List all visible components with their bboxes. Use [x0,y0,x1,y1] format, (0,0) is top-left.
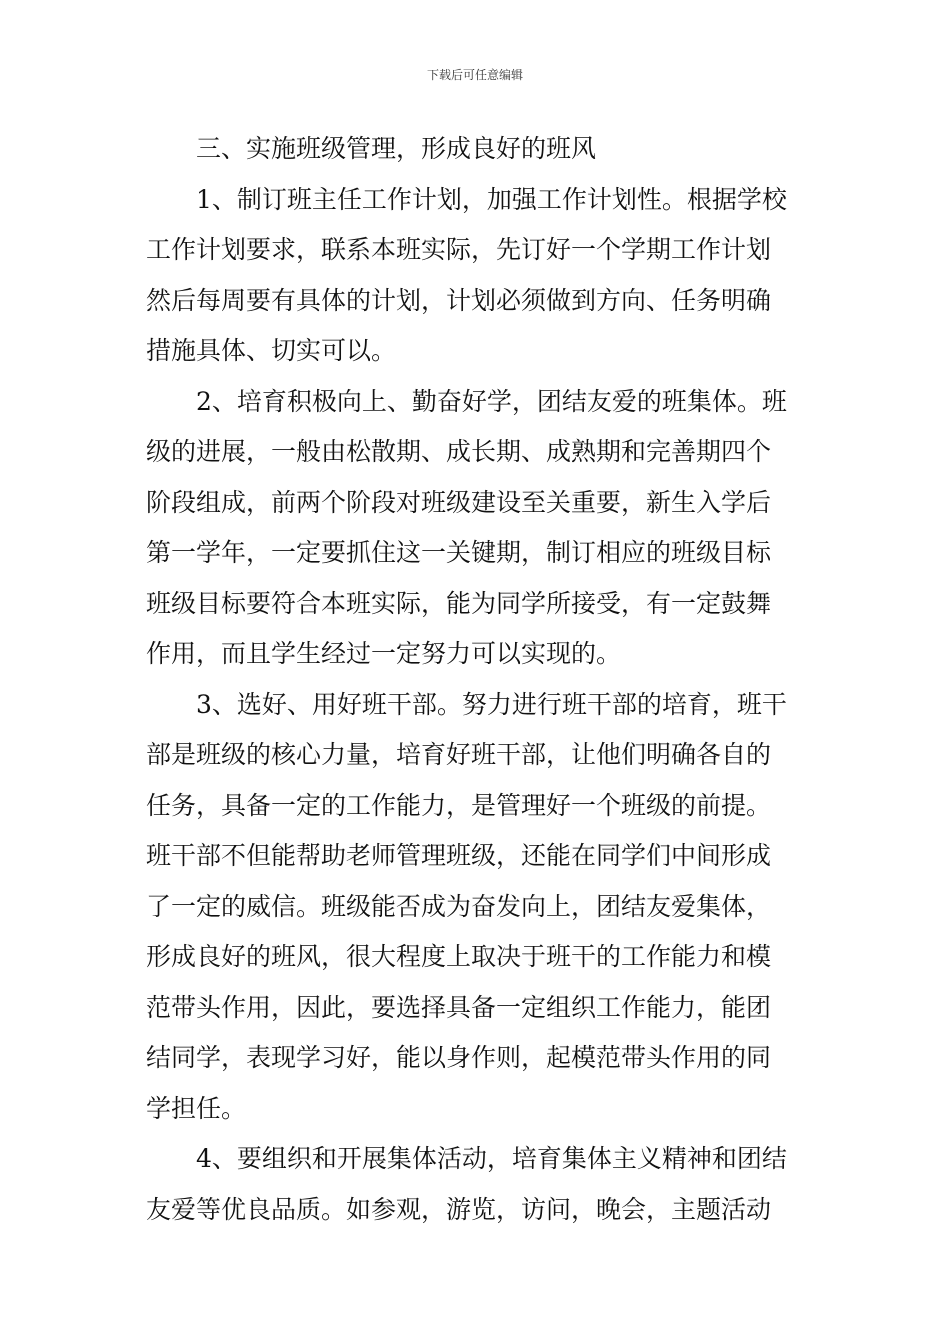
paragraph-4-line-1: 4、要组织和开展集体活动，培育集体主义精神和团结 [196,1144,787,1173]
paragraph-3-line-3: 任务，具备一定的工作能力，是管理好一个班级的前提。 [146,790,772,820]
paragraph-2-line-2: 级的进展，一般由松散期、成长期、成熟期和完善期四个 [146,437,772,466]
paragraph-3-line-7: 范带头作用，因此，要选择具备一定组织工作能力，能团 [146,992,772,1022]
paragraph-4-line-2: 友爱等优良品质。如参观，游览，访问，晚会，主题活动 [146,1194,772,1224]
paragraph-2-line-1: 2、培育积极向上、勤奋好学，团结友爱的班集体。班 [196,386,787,416]
page-header-note: 下载后可任意编辑 [426,68,523,82]
paragraph-3-line-5: 了一定的威信。班级能否成为奋发向上，团结友爱集体， [146,891,772,921]
paragraph-3-line-8: 结同学，表现学习好，能以身作则，起模范带头作用的同 [146,1043,772,1072]
paragraph-2-line-5: 班级目标要符合本班实际，能为同学所接受，有一定鼓舞 [146,588,772,618]
paragraph-2-line-3: 阶段组成，前两个阶段对班级建设至关重要，新生入学后 [146,487,772,517]
paragraph-2-line-6: 作用，而且学生经过一定努力可以实现的。 [146,639,622,668]
paragraph-3-line-4: 班干部不但能帮助老师管理班级，还能在同学们中间形成 [146,841,772,870]
paragraph-1-line-3: 然后每周要有具体的计划，计划必须做到方向、任务明确 [146,285,772,315]
paragraph-3-line-2: 部是班级的核心力量，培育好班干部，让他们明确各自的 [146,740,772,769]
document-body [146,124,808,1235]
paragraph-3-line-9: 学担任。 [146,1093,247,1123]
paragraph-3-line-6: 形成良好的班风，很大程度上取决于班干的工作能力和模 [146,942,772,971]
paragraph-1-line-2: 工作计划要求，联系本班实际，先订好一个学期工作计划 [146,235,772,264]
paragraph-2-line-4: 第一学年，一定要抓住这一关键期，制订相应的班级目标 [146,538,772,567]
paragraph-1-line-1: 1、制订班主任工作计划，加强工作计划性。根据学校 [196,184,787,214]
paragraph-1-line-4: 措施具体、切实可以。 [146,336,397,365]
section-heading: 三、实施班级管理，形成良好的班风 [196,134,597,163]
paragraph-3-line-1: 3、选好、用好班干部。努力进行班干部的培育，班干 [196,689,787,719]
